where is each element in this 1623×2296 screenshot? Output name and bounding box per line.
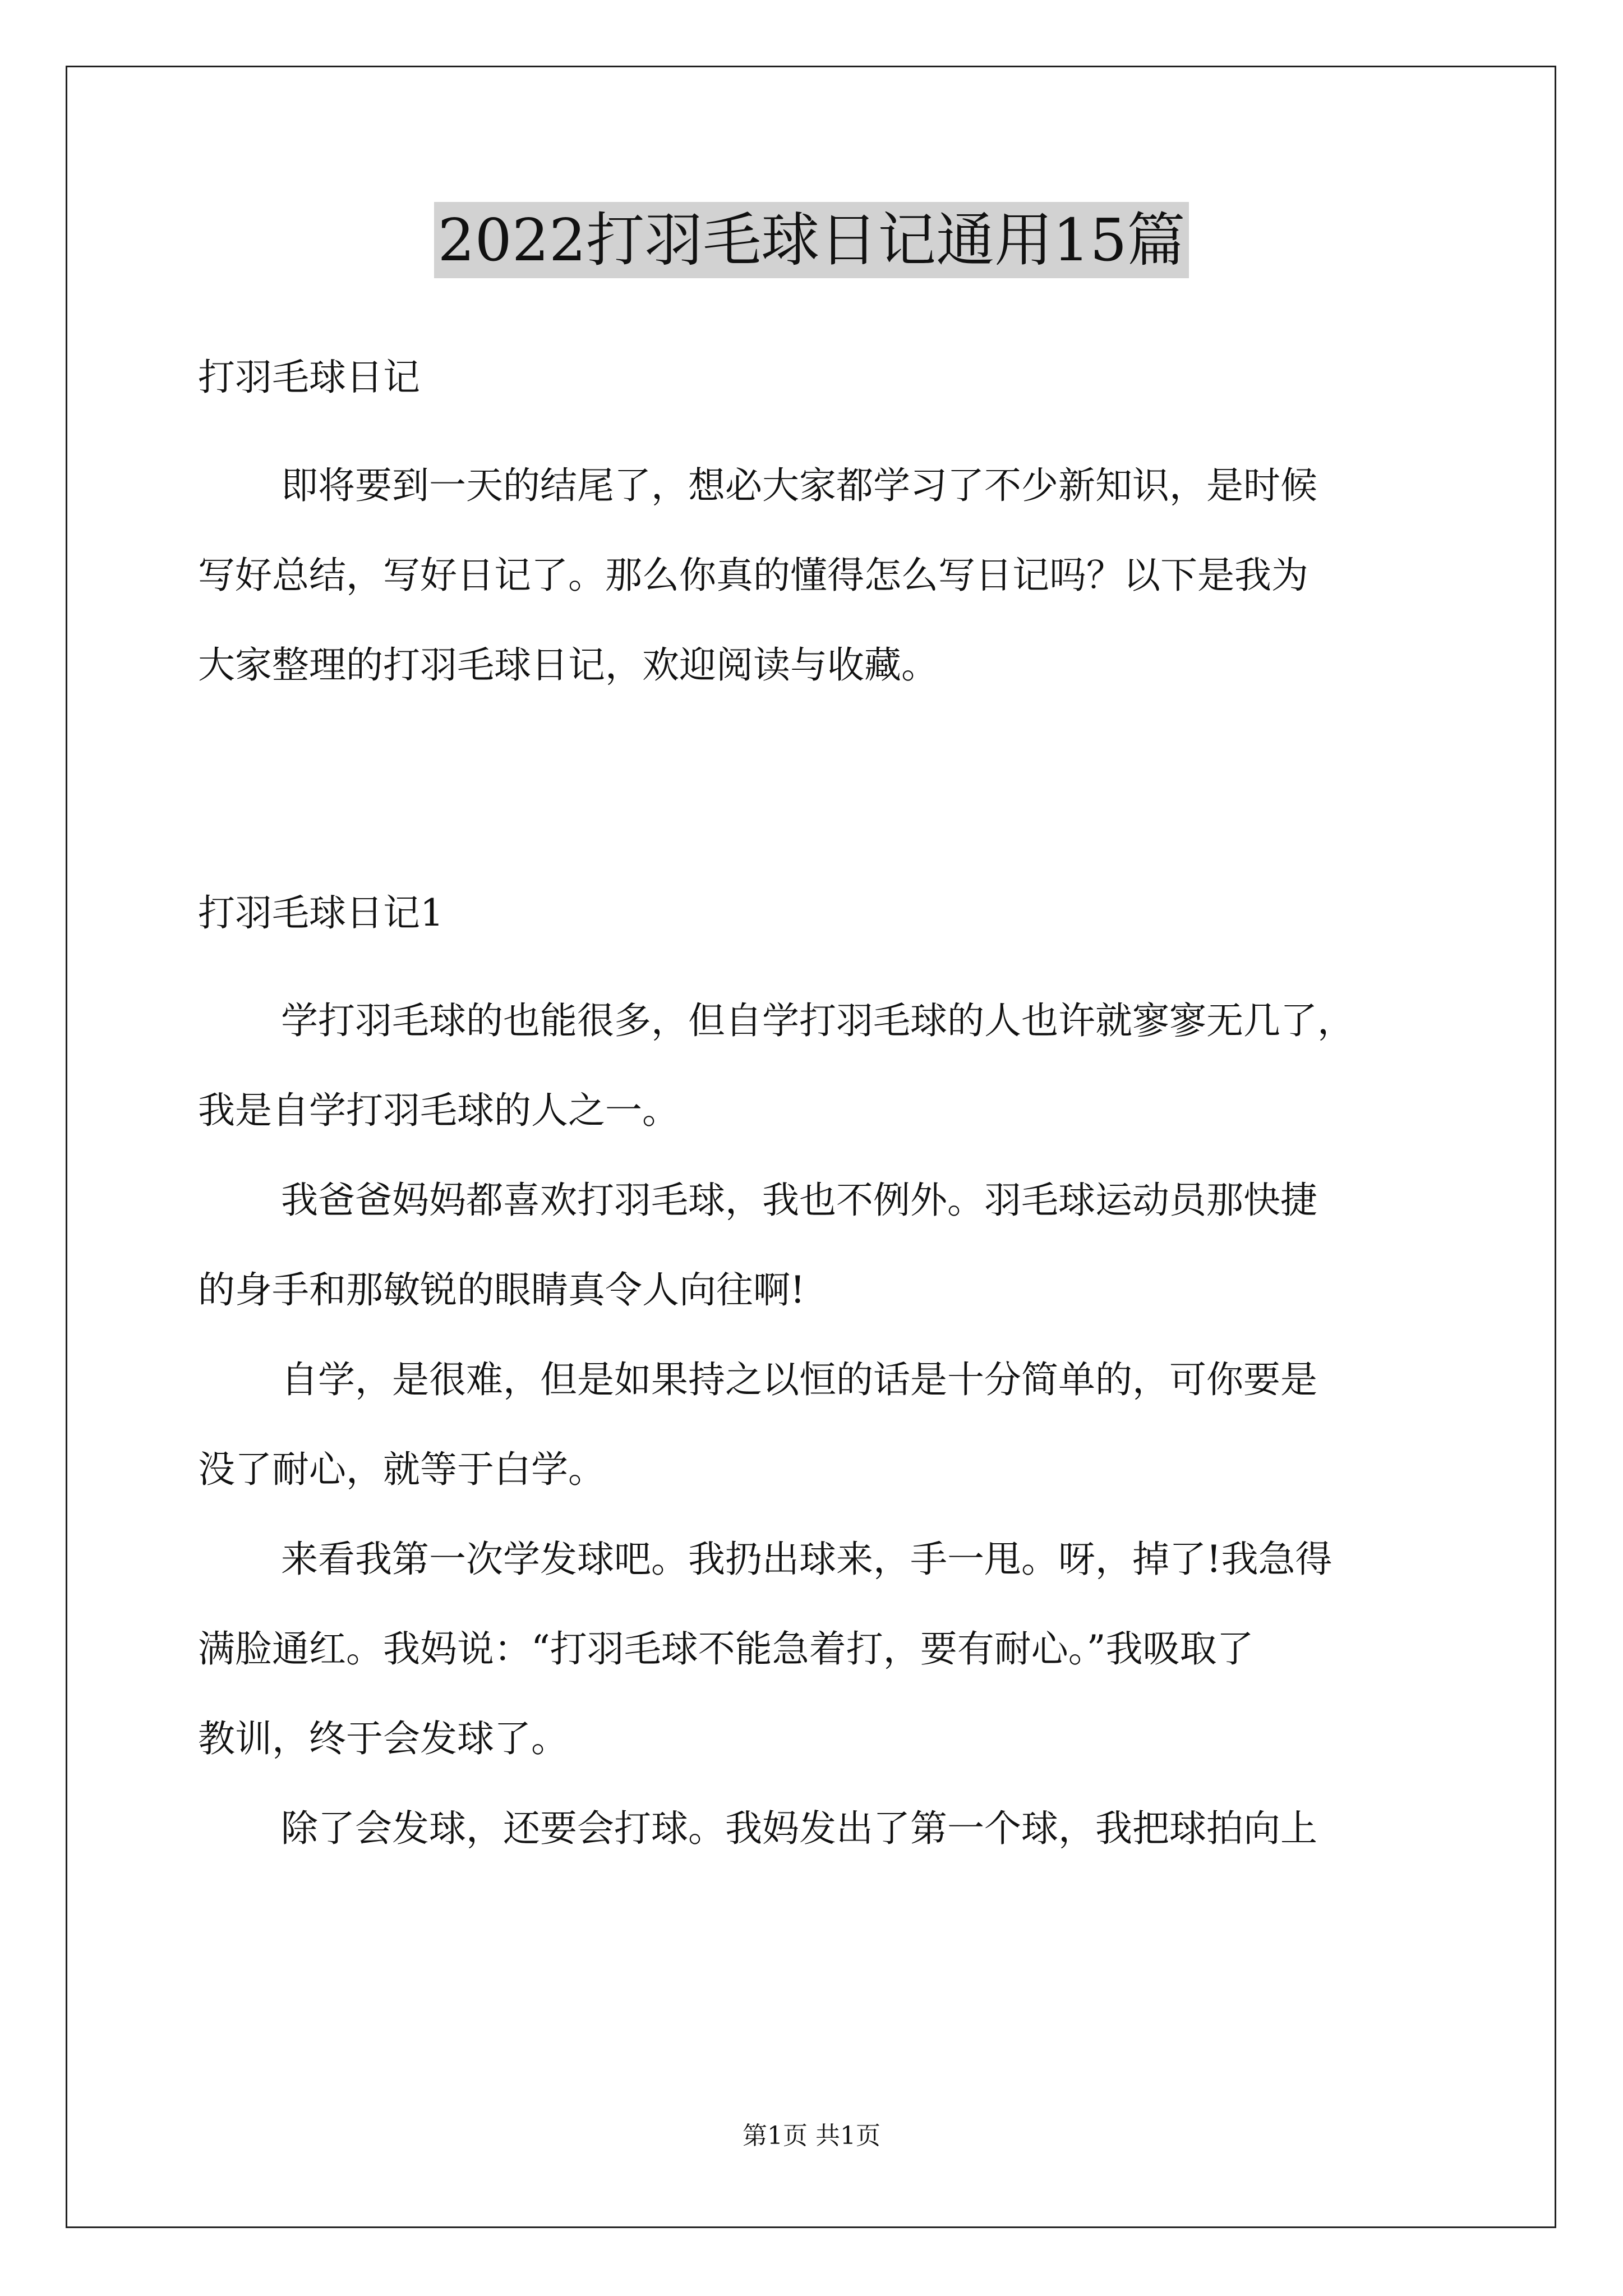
section-heading-1: 打羽毛球日记1 (198, 891, 444, 935)
text-line: 除了会发球，还要会打球。我妈发出了第一个球，我把球拍向上 (281, 1807, 1317, 1850)
text-line: 自学，是很难，但是如果持之以恒的话是十分简单的，可你要是 (281, 1358, 1317, 1401)
text-line: 我爸爸妈妈都喜欢打羽毛球，我也不例外。羽毛球运动员那快捷 (281, 1179, 1317, 1222)
title-container (0, 202, 1623, 278)
text-line: 大家整理的打羽毛球日记，欢迎阅读与收藏。 (198, 643, 938, 687)
text-line: 写好总结，写好日记了。那么你真的懂得怎么写日记吗？以下是我为 (198, 554, 1308, 597)
text-line: 即将要到一天的结尾了，想必大家都学习了不少新知识，是时候 (281, 464, 1317, 507)
page-footer: 第1页 共1页 (743, 2122, 880, 2150)
intro-paragraph (198, 463, 1432, 688)
text-line: 满脸通红。我妈说：“打羽毛球不能急着打，要有耐心。”我吸取了 (198, 1627, 1254, 1671)
section-1-body (198, 999, 1432, 1851)
document-title: 2022打羽毛球日记通用15篇 (434, 202, 1188, 278)
intro-heading: 打羽毛球日记 (198, 356, 420, 399)
text-line: 教训，终于会发球了。 (198, 1717, 568, 1760)
text-line: 我是自学打羽毛球的人之一。 (198, 1089, 679, 1132)
text-line: 学打羽毛球的也能很多，但自学打羽毛球的人也许就寥寥无几了， (281, 999, 1354, 1042)
text-line: 没了耐心，就等于白学。 (198, 1448, 605, 1491)
text-line: 的身手和那敏锐的眼睛真令人向往啊! (198, 1268, 805, 1312)
text-line: 来看我第一次学发球吧。我扔出球来，手一甩。呀，掉了!我急得 (281, 1538, 1332, 1581)
